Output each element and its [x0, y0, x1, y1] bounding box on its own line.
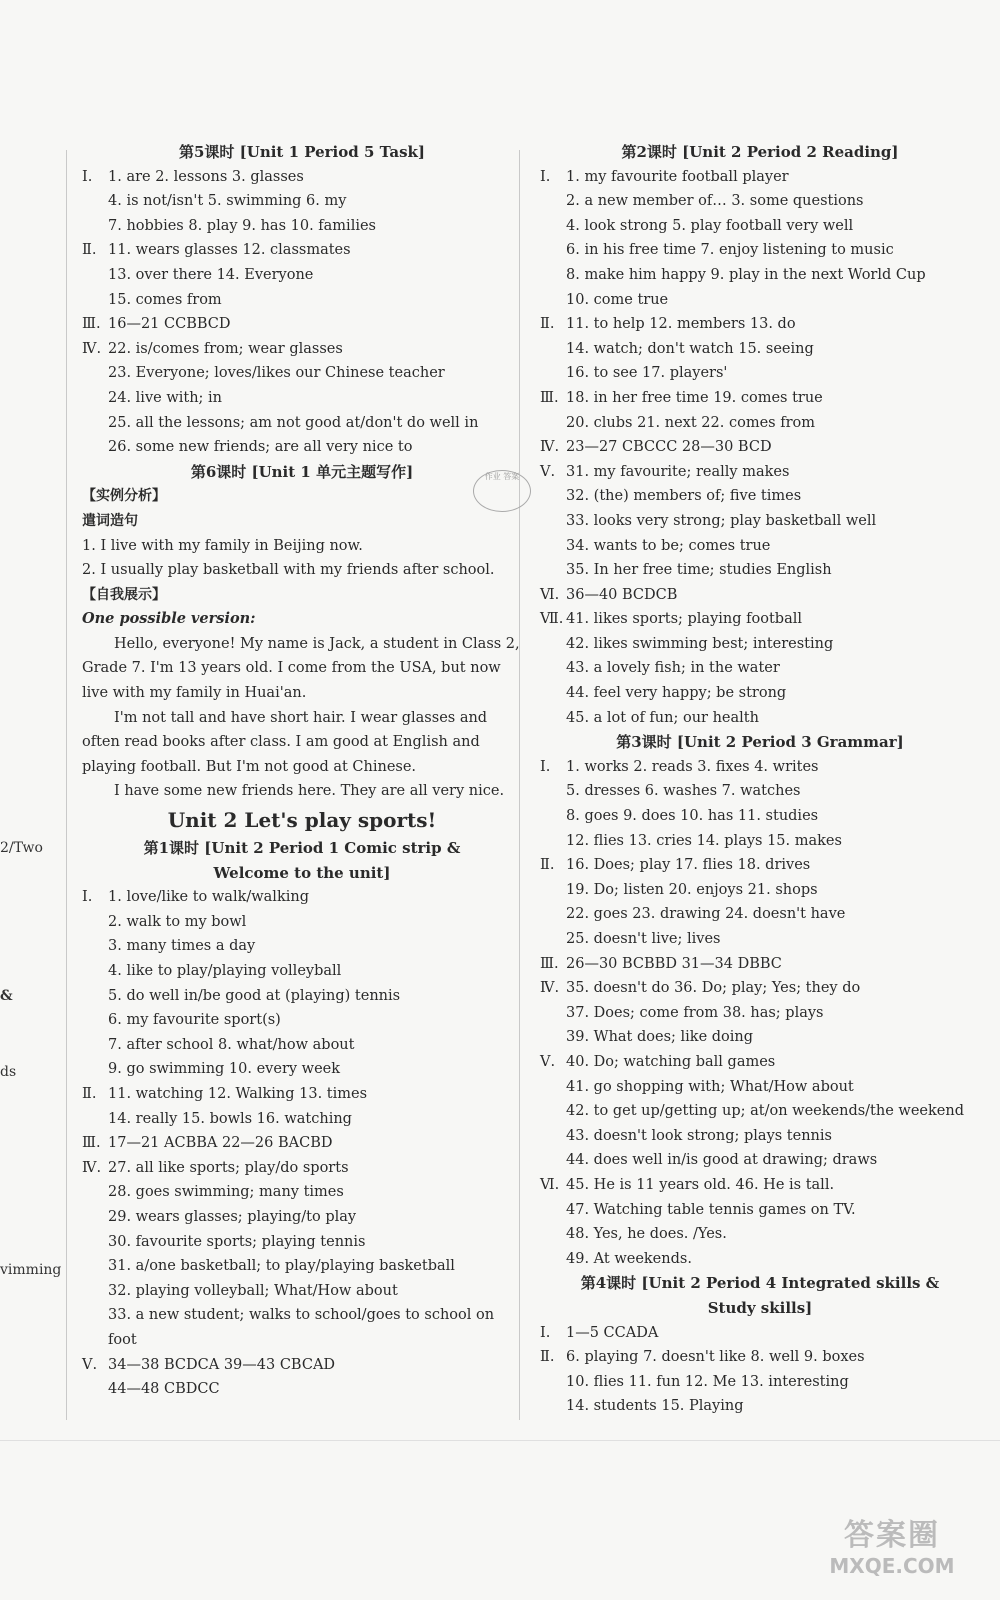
- sub-section-label: 【实例分析】: [82, 488, 166, 505]
- answer-text: 42. to get up/getting up; at/on weekends/the weekend: [566, 1103, 964, 1120]
- sub-section-label: 【自我展示】: [82, 586, 166, 603]
- roman-numeral: Ⅰ.: [82, 168, 93, 185]
- answer-text: 23. Everyone; loves/likes our Chinese teacher: [108, 365, 445, 382]
- answer-text: 18. in her free time 19. comes true: [566, 389, 823, 406]
- answer-line: [540, 238, 980, 263]
- answer-text: 10. flies 11. fun 12. Me 13. interesting: [566, 1373, 849, 1390]
- answer-line: [540, 288, 980, 313]
- answer-text: 23—27 CBCCC 28—30 BCD: [566, 439, 772, 456]
- left-column: [82, 140, 522, 1402]
- answer-line: [540, 583, 980, 608]
- answer-line: [540, 435, 980, 460]
- answer-line: [540, 1222, 980, 1247]
- section-heading: 第6课时 [Unit 1 单元主题写作]: [190, 462, 414, 481]
- answer-line: [82, 1303, 522, 1328]
- answer-text: 36—40 BCDCB: [566, 586, 678, 603]
- roman-numeral: Ⅰ.: [540, 758, 551, 775]
- answer-text: 33. looks very strong; play basketball well: [566, 512, 877, 529]
- answer-line: [540, 607, 980, 632]
- section-heading: 第5课时 [Unit 1 Period 5 Task]: [178, 143, 426, 161]
- answer-line: [540, 361, 980, 386]
- answer-line: [540, 1148, 980, 1173]
- answer-text: 1. works 2. reads 3. fixes 4. writes: [566, 758, 819, 775]
- answer-line: [82, 361, 522, 386]
- answer-text: 22. is/comes from; wear glasses: [108, 340, 343, 357]
- answer-line: [82, 1156, 522, 1181]
- answer-text: 41. go shopping with; What/How about: [566, 1078, 854, 1095]
- answer-text: 6. in his free time 7. enjoy listening to music: [566, 242, 894, 259]
- answer-text: 25. doesn't live; lives: [566, 931, 721, 947]
- answer-line: [540, 853, 980, 878]
- answer-line: [540, 263, 980, 288]
- answer-line: [82, 288, 522, 313]
- roman-numeral: Ⅰ.: [540, 168, 551, 185]
- answer-text: 22. goes 23. drawing 24. doesn't have: [566, 906, 846, 923]
- answer-text: 11. wears glasses 12. classmates: [108, 242, 351, 259]
- answer-text: 44—48 CBDCC: [108, 1381, 220, 1398]
- roman-numeral: Ⅲ.: [540, 389, 559, 406]
- roman-numeral: Ⅵ.: [540, 1176, 560, 1193]
- answer-text: 28. goes swimming; many times: [108, 1184, 344, 1201]
- answer-line: [540, 411, 980, 436]
- edge-fragment: &: [0, 988, 13, 1004]
- answer-line: [82, 1082, 522, 1107]
- answer-line: [82, 1230, 522, 1255]
- answer-text: 44. feel very happy; be strong: [566, 685, 787, 702]
- answer-text: 1—5 CCADA: [566, 1324, 659, 1341]
- answer-text: 1. are 2. lessons 3. glasses: [108, 168, 304, 185]
- answer-text: 45. He is 11 years old. 46. He is tall.: [566, 1176, 835, 1193]
- answer-line: [540, 1173, 980, 1198]
- answer-line: [540, 558, 980, 583]
- answer-text: 17—21 ACBBA 22—26 BACBD: [108, 1135, 333, 1152]
- answer-line: [540, 706, 980, 731]
- answer-text: 39. What does; like doing: [566, 1029, 754, 1046]
- answer-text: 34—38 BCDCA 39—43 CBCAD: [108, 1356, 336, 1373]
- roman-numeral: Ⅳ.: [540, 980, 560, 997]
- answer-line: [82, 386, 522, 411]
- answer-text: 1. my favourite football player: [566, 168, 789, 185]
- answer-line: [82, 1180, 522, 1205]
- roman-numeral: Ⅳ.: [540, 439, 560, 456]
- answer-line: [82, 214, 522, 239]
- roman-numeral: Ⅰ.: [82, 889, 93, 906]
- edge-fragment: 2/Two: [0, 840, 43, 856]
- column-divider: [66, 150, 67, 1420]
- answer-line: [540, 927, 980, 952]
- answer-text: 11. watching 12. Walking 13. times: [108, 1085, 368, 1102]
- answer-line: [540, 976, 980, 1001]
- homework-stamp: [473, 470, 531, 512]
- answer-text: 6. playing 7. doesn't like 8. well 9. boxes: [566, 1349, 865, 1366]
- answer-text: 5. dresses 6. washes 7. watches: [566, 783, 801, 800]
- answer-text: 31. my favourite; really makes: [566, 463, 790, 480]
- bottom-rule: [0, 1440, 1000, 1441]
- answer-line: [82, 1008, 522, 1033]
- roman-numeral: Ⅱ.: [540, 316, 555, 333]
- answer-line: [82, 959, 522, 984]
- answer-line: [540, 804, 980, 829]
- answer-line: [82, 934, 522, 959]
- answer-text: 12. flies 13. cries 14. plays 15. makes: [566, 832, 842, 849]
- answer-text: 6. my favourite sport(s): [108, 1012, 281, 1029]
- answer-line: [540, 1394, 980, 1419]
- answer-line: [540, 755, 980, 780]
- answer-text: 44. does well in/is good at drawing; draws: [566, 1152, 878, 1169]
- answer-line: [540, 509, 980, 534]
- roman-numeral: Ⅵ.: [540, 586, 560, 603]
- answer-line: [540, 1321, 980, 1346]
- section-heading: 第4课时 [Unit 2 Period 4 Integrated skills &: [580, 1274, 940, 1293]
- answer-text: 10. come true: [566, 291, 669, 308]
- answer-line: [82, 165, 522, 190]
- answer-line: [82, 1033, 522, 1058]
- answer-line: [540, 1099, 980, 1124]
- answer-text: 43. a lovely fish; in the water: [566, 660, 780, 677]
- answer-line: [82, 435, 522, 460]
- sample-label: One possible version:: [82, 610, 256, 628]
- edge-fragment: vimming: [0, 1262, 62, 1278]
- answer-text: 4. like to play/playing volleyball: [108, 963, 342, 979]
- answer-line: [82, 1377, 522, 1402]
- unit-title: Unit 2 Let's play sports!: [167, 808, 437, 833]
- answer-text: 14. really 15. bowls 16. watching: [108, 1110, 352, 1127]
- sub-section-label: 遣词造句: [82, 512, 138, 529]
- edge-fragment: ds: [0, 1064, 17, 1080]
- answer-text: 35. In her free time; studies English: [566, 562, 832, 579]
- answer-text: 11. to help 12. members 13. do: [566, 316, 796, 333]
- answer-text: 35. doesn't do 36. Do; play; Yes; they do: [566, 980, 861, 997]
- answer-text: 26—30 BCBBD 31—34 DBBC: [566, 955, 782, 972]
- answer-text: 16. to see 17. players': [566, 365, 728, 382]
- answer-line: [540, 681, 980, 706]
- watermark-logo-text: 答案圈: [844, 1518, 940, 1553]
- answer-text: 7. after school 8. what/how about: [108, 1036, 355, 1053]
- section-heading: 第2课时 [Unit 2 Period 2 Reading]: [621, 143, 899, 161]
- answer-text: 15. comes from: [108, 291, 222, 308]
- answer-line: [540, 1247, 980, 1272]
- answer-line: [82, 312, 522, 337]
- answer-line: [540, 337, 980, 362]
- answer-text: 26. some new friends; are all very nice to: [108, 439, 413, 456]
- answer-text: 40. Do; watching ball games: [566, 1053, 776, 1070]
- answer-line: [82, 189, 522, 214]
- answer-line: [82, 238, 522, 263]
- answer-line: [82, 1057, 522, 1082]
- answer-text: 25. all the lessons; am not good at/don't do well in: [108, 414, 479, 431]
- roman-numeral: Ⅳ.: [82, 1159, 102, 1176]
- answer-line: [82, 1205, 522, 1230]
- answer-text: 4. is not/isn't 5. swimming 6. my: [108, 193, 347, 210]
- answer-text: 5. do well in/be good at (playing) tennis: [108, 987, 401, 1004]
- answer-line: [540, 829, 980, 854]
- answer-line: [82, 885, 522, 910]
- example-sentence: 2. I usually play basketball with my friends after school.: [82, 562, 495, 579]
- answer-line: [540, 952, 980, 977]
- roman-numeral: Ⅱ.: [82, 1085, 97, 1102]
- answer-line: [540, 1370, 980, 1395]
- roman-numeral: Ⅱ.: [540, 857, 555, 874]
- answer-text: 47. Watching table tennis games on TV.: [566, 1201, 856, 1218]
- answer-line: [82, 1353, 522, 1378]
- answer-line: [82, 1254, 522, 1279]
- answer-line: [540, 214, 980, 239]
- roman-numeral: Ⅱ.: [540, 1349, 555, 1366]
- answer-line: [540, 902, 980, 927]
- roman-numeral: Ⅶ.: [540, 611, 564, 628]
- roman-numeral: Ⅴ.: [540, 1053, 556, 1070]
- answer-text: 19. Do; listen 20. enjoys 21. shops: [566, 881, 818, 898]
- answer-text: 7. hobbies 8. play 9. has 10. families: [108, 217, 376, 234]
- answer-line: [540, 484, 980, 509]
- answer-text: 37. Does; come from 38. has; plays: [566, 1004, 824, 1021]
- answer-line: [540, 386, 980, 411]
- answer-text: 41. likes sports; playing football: [566, 611, 802, 628]
- stamp-text: 作业 答案: [484, 472, 520, 481]
- site-watermark: [812, 1510, 972, 1580]
- answer-line: [540, 312, 980, 337]
- essay-paragraph: Hello, everyone! My name is Jack, a student in Class 2, Grade 7. I'm 13 years old. I come from the USA, but now live with my family in Huai'an.: [82, 635, 520, 702]
- answer-line: [540, 165, 980, 190]
- answer-line: [540, 1050, 980, 1075]
- answer-text: 14. watch; don't watch 15. seeing: [566, 340, 814, 357]
- answer-text: 30. favourite sports; playing tennis: [108, 1233, 366, 1250]
- answer-text: 32. playing volleyball; What/How about: [108, 1282, 398, 1299]
- roman-numeral: Ⅴ.: [82, 1356, 98, 1373]
- answer-line: [540, 1075, 980, 1100]
- answer-line: [540, 534, 980, 559]
- right-column: [540, 140, 980, 1419]
- answer-line: [540, 1025, 980, 1050]
- watermark-url: MXQE.COM: [829, 1554, 955, 1578]
- answer-text: 27. all like sports; play/do sports: [108, 1159, 349, 1176]
- answer-text: 33. a new student; walks to school/goes to school on: [108, 1307, 495, 1324]
- answer-line: [82, 1279, 522, 1304]
- answer-text: 16—21 CCBBCD: [108, 316, 231, 333]
- answer-text: 49. At weekends.: [566, 1250, 692, 1267]
- answer-text: 20. clubs 21. next 22. comes from: [566, 414, 815, 431]
- answer-line: [540, 1124, 980, 1149]
- roman-numeral: Ⅱ.: [82, 242, 97, 259]
- roman-numeral: Ⅲ.: [82, 316, 101, 333]
- answer-text: 1. love/like to walk/walking: [108, 889, 309, 906]
- answer-line: [540, 1345, 980, 1370]
- answer-text: 32. (the) members of; five times: [566, 488, 802, 505]
- answer-line: [82, 1328, 522, 1353]
- answer-text: 24. live with; in: [108, 389, 223, 406]
- roman-numeral: Ⅰ.: [540, 1324, 551, 1341]
- answer-line: [540, 460, 980, 485]
- answer-text: 9. go swimming 10. every week: [108, 1061, 341, 1078]
- essay-paragraph: I'm not tall and have short hair. I wear glasses and often read books after class. I am good at English and playing football. But I'm not good at Chinese.: [82, 709, 488, 775]
- answer-line: [82, 337, 522, 362]
- answer-text: 14. students 15. Playing: [566, 1398, 744, 1415]
- answer-line: [540, 1198, 980, 1223]
- answer-line: [540, 779, 980, 804]
- answer-text: 8. goes 9. does 10. has 11. studies: [566, 808, 819, 825]
- section-heading: 第3课时 [Unit 2 Period 3 Grammar]: [616, 733, 904, 752]
- answer-line: [540, 189, 980, 214]
- section-heading: 第1课时 [Unit 2 Period 1 Comic strip &: [143, 839, 461, 858]
- answer-text: 31. a/one basketball; to play/playing basketball: [108, 1258, 455, 1275]
- answer-line: [82, 1107, 522, 1132]
- answer-line: [540, 656, 980, 681]
- answer-text: foot: [108, 1331, 137, 1348]
- answer-text: 42. likes swimming best; interesting: [566, 635, 834, 652]
- answer-line: [540, 878, 980, 903]
- roman-numeral: Ⅳ.: [82, 340, 102, 357]
- answer-text: 13. over there 14. Everyone: [108, 266, 314, 283]
- answer-text: 3. many times a day: [108, 938, 256, 955]
- answer-line: [82, 984, 522, 1009]
- example-sentence: 1. I live with my family in Beijing now.: [82, 537, 363, 554]
- roman-numeral: Ⅲ.: [540, 955, 559, 972]
- answer-text: 4. look strong 5. play football very well: [566, 217, 854, 234]
- answer-text: 8. make him happy 9. play in the next World Cup: [566, 266, 926, 283]
- answer-text: 29. wears glasses; playing/to play: [108, 1208, 357, 1225]
- roman-numeral: Ⅲ.: [82, 1135, 101, 1152]
- roman-numeral: Ⅴ.: [540, 463, 556, 480]
- answer-line: [82, 1131, 522, 1156]
- answer-text: 43. doesn't look strong; plays tennis: [566, 1127, 832, 1144]
- section-heading: Welcome to the unit]: [213, 863, 391, 882]
- answer-text: 45. a lot of fun; our health: [566, 709, 759, 726]
- answer-text: 48. Yes, he does. /Yes.: [566, 1226, 727, 1243]
- answer-line: [82, 910, 522, 935]
- answer-line: [540, 1001, 980, 1026]
- answer-text: 2. a new member of… 3. some questions: [566, 193, 864, 210]
- answer-line: [82, 411, 522, 436]
- answer-text: 16. Does; play 17. flies 18. drives: [566, 857, 811, 874]
- answer-line: [540, 632, 980, 657]
- answer-line: [82, 263, 522, 288]
- essay-paragraph: I have some new friends here. They are all very nice.: [114, 783, 505, 800]
- answer-text: 2. walk to my bowl: [108, 913, 247, 930]
- section-heading: Study skills]: [707, 1298, 813, 1317]
- answer-text: 34. wants to be; comes true: [566, 537, 771, 554]
